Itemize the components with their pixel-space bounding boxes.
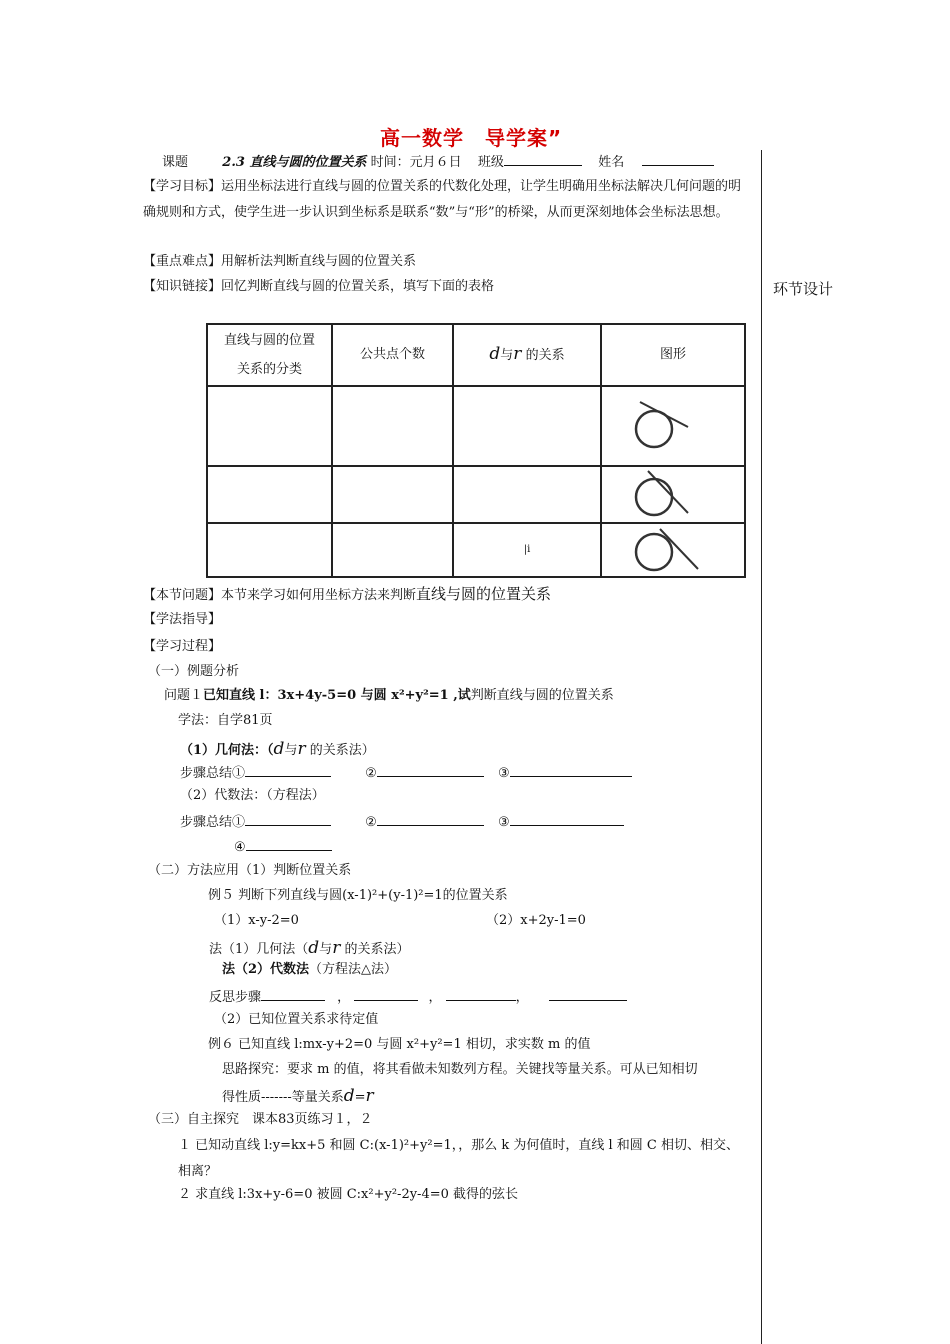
answer-blank[interactable]	[377, 762, 484, 777]
example-5b: （2）x+2y-1=0	[486, 913, 586, 928]
table-cell[interactable]	[332, 386, 453, 466]
study-note: 学法：自学81页	[178, 713, 273, 728]
class-label: 班级	[477, 155, 504, 170]
header-d-r-relation: d与r 的关系	[453, 324, 601, 386]
steps-row-2: 步骤总结① ② ③	[180, 811, 624, 833]
link-label: 【知识链接】	[143, 279, 222, 294]
answer-blank[interactable]	[245, 762, 331, 777]
knowledge-link	[143, 277, 494, 297]
answer-blank[interactable]	[246, 836, 332, 851]
margin-divider	[761, 150, 762, 1344]
table-row	[207, 466, 745, 523]
algebraic-method: （2）代数法：（方程法）	[180, 788, 325, 803]
table-cell[interactable]	[453, 523, 601, 577]
position-table	[206, 323, 746, 578]
key-points	[143, 252, 416, 272]
table-cell[interactable]	[207, 466, 332, 523]
steps-row-3: ④	[234, 836, 332, 858]
figure-cell	[601, 523, 745, 577]
problem-1: １ 已知动直线 l:y=kx+5 和圆 C:(x-1)²+y²=1，，那么 k 为何值时，直线 l 和圆 C 相切、相交、相离？	[178, 1138, 740, 1179]
circle-line-intersect-icon	[630, 397, 692, 455]
subsection-2: （2）已知位置关系求待定值	[214, 1012, 379, 1027]
time: 时间：元月６日	[370, 155, 462, 170]
section-3-heading: （三）自主探究 课本83页练习１，２	[148, 1112, 373, 1127]
question-1: 问题１已知直线 l：3x+4y-5=0 与圆 x²+y²=1 ,试判断直线与圆的位置关系	[164, 688, 614, 703]
answer-blank[interactable]	[245, 811, 331, 826]
answer-blank[interactable]	[510, 762, 632, 777]
key-label: 【重点难点】	[143, 254, 222, 269]
class-blank[interactable]	[504, 151, 582, 166]
process-heading: 【学习过程】	[143, 639, 222, 654]
topic: 2.3 直线与圆的位置关系	[222, 155, 367, 170]
link-text: 回忆判断直线与圆的位置关系，填写下面的表格	[221, 279, 495, 294]
table-cell[interactable]	[453, 466, 601, 523]
reflect-steps: 反思步骤 ， ， ，	[209, 986, 627, 1008]
idea-text: 思路探究：要求 m 的值，将其看做未知数列方程。关键找等量关系。可从已知相切	[222, 1062, 698, 1077]
table-cell[interactable]	[453, 386, 601, 466]
name-label: 姓名	[598, 155, 625, 170]
key-text: 用解析法判断直线与圆的位置关系	[221, 254, 417, 269]
answer-blank[interactable]	[446, 986, 516, 1001]
answer-blank[interactable]	[510, 811, 624, 826]
section-2-heading: （二）方法应用（1）判断位置关系	[148, 863, 352, 878]
name-blank[interactable]	[642, 151, 714, 166]
section-1-heading: （一）例题分析	[148, 664, 240, 679]
problem-2: ２ 求直线 l:3x+y-6=0 被圆 C:x²+y²-2y-4=0 截得的弦长	[178, 1187, 519, 1202]
answer-blank[interactable]	[354, 986, 418, 1001]
topic-label: 课题	[162, 155, 189, 170]
answer-blank[interactable]	[549, 986, 627, 1001]
idea-text-2: 得性质-------等量关系d=r	[222, 1086, 374, 1106]
cell-mark: |i	[523, 544, 531, 555]
geometric-method: （1）几何法：（d与r 的关系法）	[180, 739, 375, 759]
figure-cell	[601, 386, 745, 466]
figure-cell	[601, 466, 745, 523]
goal-text: 运用坐标法进行直线与圆的位置关系的代数化处理，让学生明确用坐标法解决几何问题的明确规则和方式，使学生进一步认识到坐标系是联系“数”与“形”的桥梁，从而更深刻地体会坐标法思想。	[143, 179, 742, 220]
table-cell[interactable]	[207, 523, 332, 577]
table-row	[207, 523, 745, 577]
algebraic-method-2: 法（2）代数法（方程法△法）	[222, 962, 398, 977]
table-cell[interactable]	[332, 523, 453, 577]
header-line	[162, 151, 714, 173]
header-figure: 图形	[601, 324, 745, 386]
section-issue: 【本节问题】本节来学习如何用坐标方法来判断直线与圆的位置关系	[143, 585, 552, 603]
page-title: 高一数学 导学案”	[380, 126, 563, 150]
steps-row-1: 步骤总结① ② ③	[180, 762, 632, 784]
table-row	[207, 386, 745, 466]
example-6: 例６ 已知直线 l:mx-y+2=0 与圆 x²+y²=1 相切，求实数 m 的值	[208, 1037, 591, 1052]
answer-blank[interactable]	[261, 986, 325, 1001]
header-classification: 直线与圆的位置 关系的分类	[207, 324, 332, 386]
geometric-method-2: 法（1）几何法（d与r 的关系法）	[209, 938, 410, 958]
header-common-points: 公共点个数	[332, 324, 453, 386]
circle-line-separate-icon	[630, 525, 702, 575]
side-column-label: 环节设计	[773, 280, 834, 298]
answer-blank[interactable]	[377, 811, 484, 826]
example-5a: （1）x-y-2=0	[214, 913, 299, 928]
table-header-row	[207, 324, 745, 386]
learning-goal	[143, 174, 753, 226]
circle-line-tangent-icon	[630, 469, 692, 521]
table-cell[interactable]	[207, 386, 332, 466]
goal-label: 【学习目标】	[143, 179, 222, 194]
method-guide-heading: 【学法指导】	[143, 612, 222, 627]
table-cell[interactable]	[332, 466, 453, 523]
example-5: 例５ 判断下列直线与圆(x-1)²+(y-1)²=1的位置关系	[208, 888, 508, 903]
